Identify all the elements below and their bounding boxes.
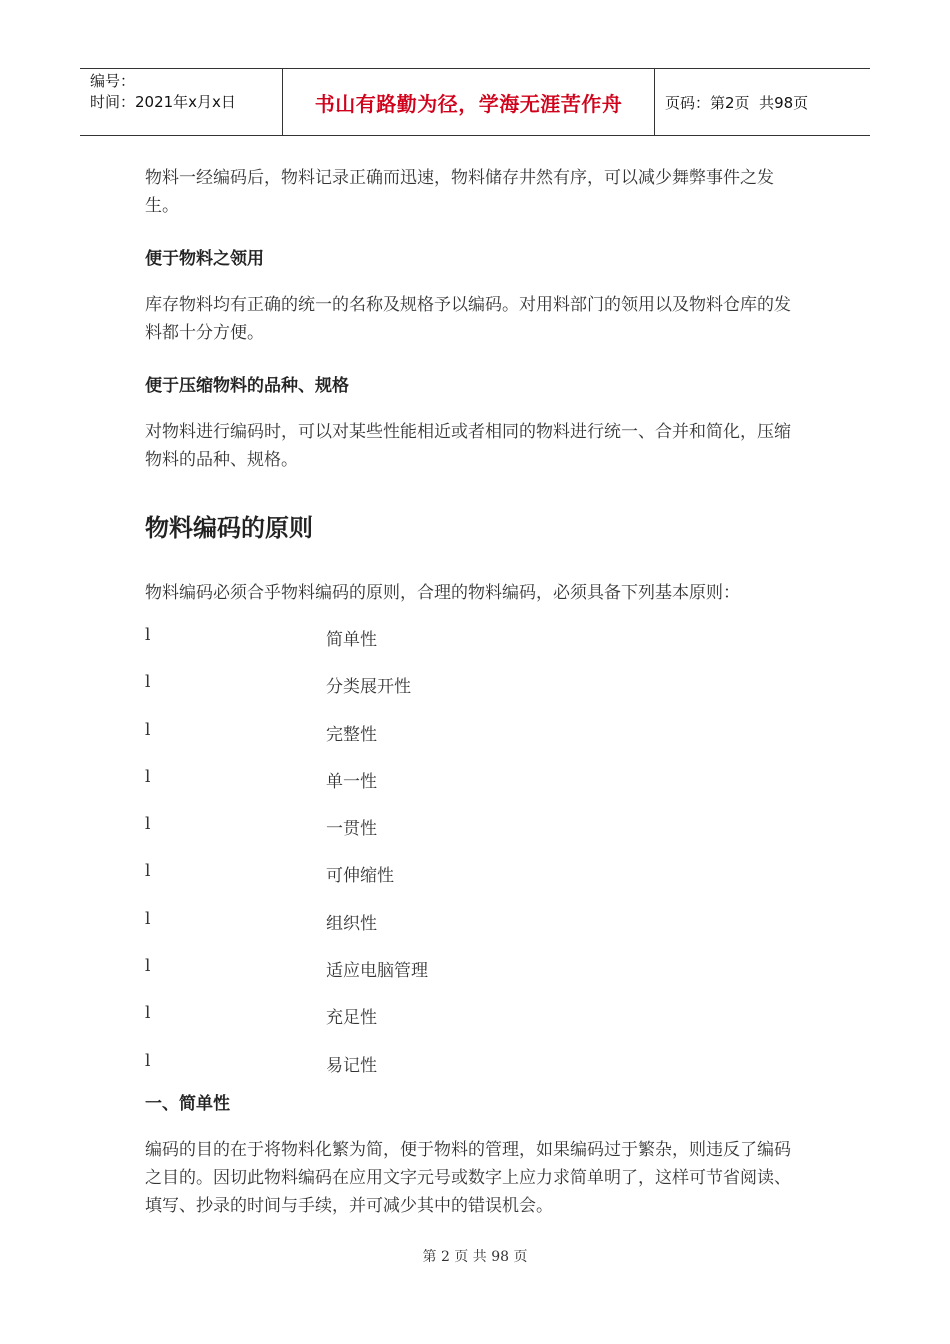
bullet-marker: l: [145, 625, 151, 645]
document-body: [145, 164, 805, 1220]
list-item-text: 适应电脑管理: [326, 961, 428, 982]
header-motto: 书山有路勤为径，学海无涯苦作舟: [282, 69, 655, 135]
list-item-text: 单一性: [326, 771, 377, 792]
subheading: 一、简单性: [145, 1093, 230, 1114]
bullet-marker: l: [145, 861, 151, 882]
list-item: [145, 861, 805, 908]
paragraph: 编码的目的在于将物料化繁为简，便于物料的管理，如果编码过于繁杂，则违反了编码之目的。因切此物料编码在应用文字元号或数字上应力求简单明了，这样可节省阅读、填写、抄录的时间与手续，并可减少其中的错误机会。: [145, 1139, 791, 1216]
page-footer: 第 2 页 共 98 页: [422, 1249, 528, 1265]
bullet-marker: l: [145, 814, 151, 835]
paragraph: 物料一经编码后，物料记录正确而迅速，物料储存井然有序，可以减少舞弊事件之发生。: [145, 168, 774, 216]
list-item-text: 完整性: [326, 724, 377, 745]
bullet-marker: l: [145, 672, 151, 693]
header-meta: [80, 69, 282, 135]
list-item-text: 一贯性: [326, 819, 377, 840]
list-item: [145, 814, 805, 861]
list-item-text: 可伸缩性: [326, 866, 394, 887]
paragraph: 库存物料均有正确的统一的名称及规格予以编码。对用料部门的领用以及物料仓库的发料都十分方便。: [145, 295, 791, 343]
list-item: [145, 909, 805, 956]
list-item: [145, 956, 805, 1003]
bullet-marker: l: [145, 908, 151, 929]
list-item: [145, 720, 805, 767]
paragraph: 对物料进行编码时，可以对某些性能相近或者相同的物料进行统一、合并和简化，压缩物料的品种、规格。: [145, 422, 791, 470]
bullet-marker: l: [145, 766, 151, 787]
list-item-text: 组织性: [326, 913, 377, 934]
header-page-info: [655, 69, 870, 135]
list-item-text: 充足性: [326, 1008, 377, 1029]
page-header: [80, 68, 870, 136]
bullet-marker: l: [145, 1050, 151, 1071]
list-item-text: 分类展开性: [326, 677, 411, 698]
list-item: [145, 767, 805, 814]
principles-list: [145, 625, 805, 1098]
bullet-marker: l: [145, 719, 151, 740]
list-item-text: 简单性: [326, 630, 377, 650]
list-item: [145, 625, 805, 672]
list-item: [145, 1003, 805, 1050]
subheading: 便于压缩物料的品种、规格: [145, 376, 349, 396]
list-item: [145, 672, 805, 719]
list-item-text: 易记性: [326, 1055, 377, 1076]
section-heading: 物料编码的原则: [145, 514, 313, 542]
header-page-info-text: 页码：第2页 共98页: [665, 93, 809, 112]
subheading: 便于物料之领用: [145, 249, 264, 269]
paragraph: 物料编码必须合乎物料编码的原则，合理的物料编码，必须具备下列基本原则：: [145, 583, 740, 603]
bullet-marker: l: [145, 1003, 151, 1024]
document-number-label: 编号：: [90, 72, 136, 90]
list-item: [145, 1051, 805, 1098]
document-date-label: 时间：2021年x月x日: [90, 93, 236, 111]
bullet-marker: l: [145, 956, 151, 977]
